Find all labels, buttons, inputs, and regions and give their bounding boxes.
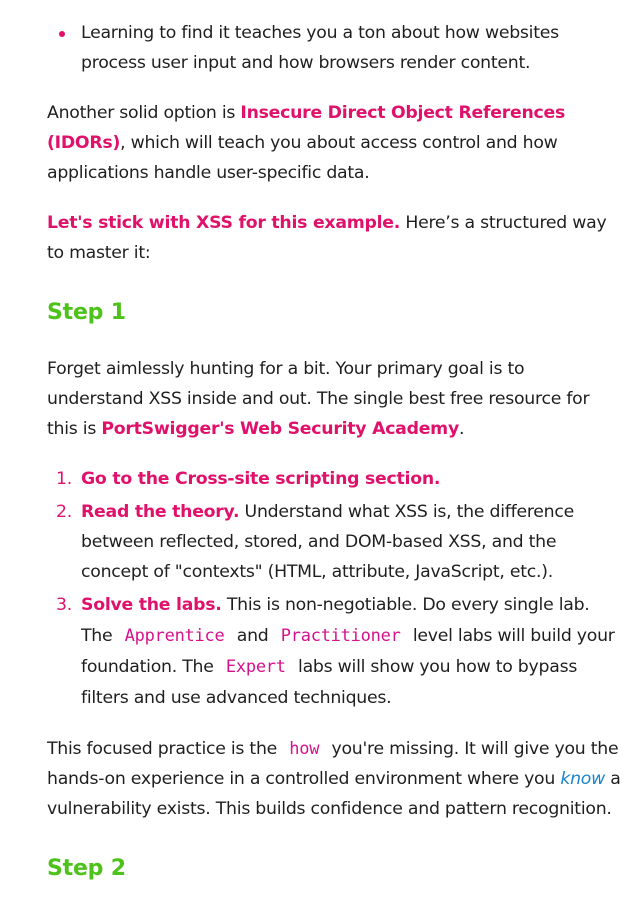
xss-highlight: Let's stick with XSS for this example. (47, 213, 401, 233)
list-item (47, 464, 623, 494)
step2-heading: Step 2 (47, 856, 126, 881)
step1-heading: Step 1 (47, 300, 126, 325)
list-item (47, 497, 623, 587)
step1-para-pre: Forget aimlessly hunting for a bit. Your primary goal is to understand XSS inside and out. The single best free resource for this is (47, 359, 590, 439)
item-lead: Read the theory. (81, 502, 240, 522)
intro-bullet-text: Learning to find it teaches you a ton about how websites process user input and how browsers render content. (81, 23, 559, 73)
step1-para-post: . (458, 419, 465, 439)
idor-pre: Another solid option is (47, 103, 241, 123)
practice-mid: you're missing. It will give you the hands-on experience in a controlled environment where you (47, 739, 619, 789)
idor-post: , which will teach you about access control and how applications handle user-specific data. (47, 133, 558, 183)
item-lead: Go to the Cross-site scripting section. (81, 469, 441, 489)
idor-paragraph (47, 98, 623, 188)
bullet-dot (59, 31, 65, 37)
list-number: 3. (56, 595, 72, 615)
item-rest: Understand what XSS is, the difference between reflected, stored, and DOM-based XSS, and the concept of "contexts" (HTML, attribute, JavaScript, etc.). (81, 502, 575, 582)
code-expert: Expert (225, 657, 286, 677)
code-practitioner: Practitioner (280, 626, 401, 646)
idor-highlight: Insecure Direct Object References (IDORs) (47, 103, 566, 153)
portswigger-highlight: PortSwigger's Web Security Academy (101, 419, 459, 439)
practice-pre: This focused practice is the (47, 739, 283, 759)
list-number: 1. (56, 469, 72, 489)
item-rest-d: labs will show you how to bypass filters and use advanced techniques. (81, 657, 578, 708)
code-how: how (289, 739, 320, 759)
item-rest-b: and (231, 626, 274, 646)
step1-paragraph (47, 354, 623, 444)
item-lead: Solve the labs. (81, 595, 222, 615)
practice-post: a vulnerability exists. This builds confidence and pattern recognition. (47, 769, 621, 819)
list-number: 2. (56, 502, 72, 522)
know-link[interactable]: know (560, 769, 605, 789)
item-rest-a: This is non-negotiable. Do every single lab. The (81, 595, 590, 646)
step1-list (47, 464, 623, 714)
list-item (47, 18, 623, 78)
xss-paragraph (47, 208, 623, 268)
practice-paragraph (47, 734, 623, 824)
code-apprentice: Apprentice (124, 626, 225, 646)
list-item (47, 590, 623, 714)
item-rest-c: level labs will build your foundation. The (81, 626, 615, 677)
xss-post: Here’s a structured way to master it: (47, 213, 607, 263)
